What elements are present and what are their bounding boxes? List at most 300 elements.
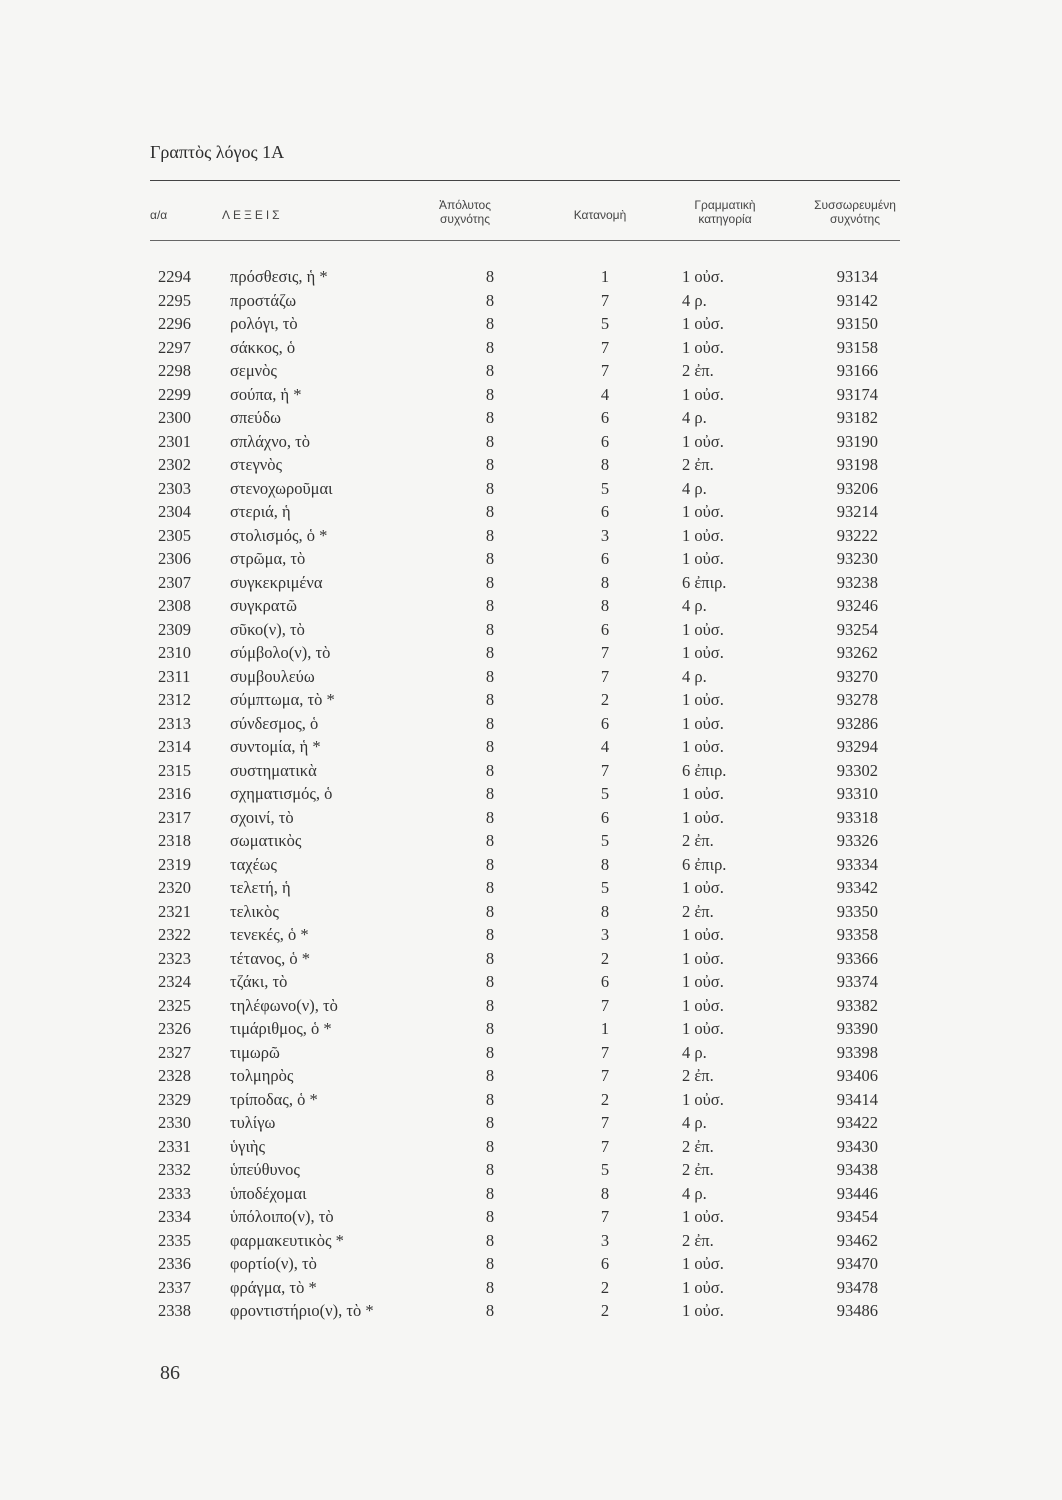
- distribution-cell: 7: [600, 1042, 610, 1062]
- absolute-frequency-cell: 8: [485, 784, 495, 803]
- grammar-category-cell: 1 οὐσ.: [682, 525, 724, 545]
- absolute-frequency-cell: 8: [485, 713, 495, 733]
- grammar-category-cell: 1 οὐσ.: [682, 737, 724, 756]
- cumulative-frequency-cell: 93302: [836, 760, 878, 780]
- distribution-cell: 6: [600, 807, 610, 827]
- word-cell: ὑπεύθυνος: [230, 1160, 300, 1179]
- row-number-cell: 2321: [158, 901, 191, 921]
- word-cell: ὑγιὴς: [230, 1136, 266, 1156]
- word-cell: τελετή, ἡ: [230, 878, 291, 897]
- distribution-cell: 7: [600, 666, 610, 686]
- absolute-frequency-cell: 8: [485, 361, 495, 380]
- word-cell: τρίποδας, ὁ *: [230, 1089, 318, 1109]
- absolute-frequency-cell: 8: [485, 1136, 495, 1156]
- table-row: [0, 970, 1062, 994]
- cumulative-frequency-cell: 93182: [836, 408, 878, 427]
- table-row: [0, 1041, 1062, 1065]
- absolute-frequency-cell: 8: [485, 760, 495, 780]
- cumulative-frequency-cell: 93190: [836, 431, 878, 451]
- word-cell: σωματικὸς: [230, 831, 302, 850]
- grammar-category-cell: 1 οὐσ.: [682, 337, 724, 357]
- row-number-cell: 2297: [158, 337, 191, 357]
- grammar-category-cell: 4 ρ.: [682, 408, 707, 427]
- word-cell: ὑποδέχομαι: [230, 1183, 307, 1203]
- cumulative-frequency-cell: 93318: [836, 807, 878, 827]
- table-row: [0, 1252, 1062, 1276]
- cumulative-frequency-cell: 93406: [836, 1066, 878, 1085]
- row-number-cell: 2319: [158, 854, 191, 874]
- table-row: [0, 900, 1062, 924]
- absolute-frequency-cell: 8: [485, 690, 495, 709]
- absolute-frequency-cell: 8: [485, 290, 495, 310]
- grammar-category-cell: 1 οὐσ.: [682, 1254, 724, 1273]
- distribution-cell: 7: [600, 1207, 610, 1226]
- row-number-cell: 2329: [158, 1089, 191, 1109]
- table-row: [0, 665, 1062, 689]
- distribution-cell: 2: [600, 690, 610, 709]
- table-row: [0, 1158, 1062, 1182]
- word-cell: φροντιστήριο(ν), τὸ *: [230, 1301, 374, 1320]
- distribution-cell: 6: [600, 972, 610, 991]
- grammar-category-cell: 4 ρ.: [682, 290, 707, 310]
- distribution-cell: 5: [600, 1160, 610, 1179]
- grammar-category-cell: 1 οὐσ.: [682, 431, 724, 451]
- distribution-cell: 2: [600, 948, 610, 968]
- absolute-frequency-cell: 8: [485, 1019, 495, 1038]
- word-cell: φορτίο(ν), τὸ: [230, 1254, 317, 1273]
- distribution-cell: 6: [600, 713, 610, 733]
- row-number-cell: 2305: [158, 525, 191, 545]
- page-number: 86: [160, 1362, 180, 1384]
- distribution-cell: 5: [600, 478, 610, 498]
- table-row: [0, 359, 1062, 383]
- cumulative-frequency-cell: 93414: [836, 1089, 878, 1109]
- table-row: [0, 406, 1062, 430]
- table-row: [0, 336, 1062, 360]
- absolute-frequency-cell: 8: [485, 455, 495, 474]
- table-row: [0, 1205, 1062, 1229]
- table-row: [0, 1299, 1062, 1323]
- word-cell: φαρμακευτικὸς *: [230, 1230, 344, 1250]
- grammar-category-cell: 4 ρ.: [682, 666, 707, 686]
- cumulative-frequency-cell: 93278: [836, 690, 878, 709]
- absolute-frequency-cell: 8: [485, 1254, 495, 1273]
- cumulative-frequency-cell: 93246: [836, 596, 878, 615]
- column-header-absolute-line2: συχνότης: [440, 212, 490, 226]
- table-row: [0, 430, 1062, 454]
- column-header-aa: α/α: [150, 208, 168, 222]
- row-number-cell: 2327: [158, 1042, 191, 1062]
- word-cell: τέτανος, ὁ *: [230, 948, 310, 968]
- grammar-category-cell: 1 οὐσ.: [682, 1277, 724, 1297]
- header-rule-bottom: [150, 240, 900, 241]
- cumulative-frequency-cell: 93326: [836, 831, 878, 850]
- row-number-cell: 2316: [158, 784, 191, 803]
- word-cell: στολισμός, ὁ *: [230, 525, 328, 545]
- cumulative-frequency-cell: 93174: [836, 384, 878, 404]
- column-header-cumulative-line2: συχνότης: [830, 212, 880, 226]
- absolute-frequency-cell: 8: [485, 854, 495, 874]
- distribution-cell: 6: [600, 619, 610, 639]
- table-row: [0, 923, 1062, 947]
- table-row: [0, 383, 1062, 407]
- distribution-cell: 5: [600, 831, 610, 850]
- word-cell: τολμηρὸς: [230, 1066, 294, 1085]
- row-number-cell: 2330: [158, 1113, 191, 1132]
- distribution-cell: 6: [600, 549, 610, 568]
- word-cell: σχηματισμός, ὁ: [230, 784, 333, 803]
- row-number-cell: 2325: [158, 995, 191, 1015]
- absolute-frequency-cell: 8: [485, 878, 495, 897]
- row-number-cell: 2337: [158, 1277, 191, 1297]
- distribution-cell: 6: [600, 502, 610, 521]
- cumulative-frequency-cell: 93134: [836, 267, 878, 286]
- grammar-category-cell: 1 οὐσ.: [682, 878, 724, 897]
- grammar-category-cell: 1 οὐσ.: [682, 502, 724, 521]
- grammar-category-cell: 1 οὐσ.: [682, 925, 724, 944]
- word-cell: συγκεκριμένα: [230, 572, 323, 592]
- distribution-cell: 7: [600, 1066, 610, 1085]
- frequency-table: [0, 265, 1062, 1323]
- grammar-category-cell: 1 οὐσ.: [682, 713, 724, 733]
- distribution-cell: 8: [600, 854, 610, 874]
- cumulative-frequency-cell: 93350: [836, 901, 878, 921]
- cumulative-frequency-cell: 93358: [836, 925, 878, 944]
- absolute-frequency-cell: 8: [485, 1301, 495, 1320]
- row-number-cell: 2306: [158, 549, 191, 568]
- cumulative-frequency-cell: 93166: [836, 361, 878, 380]
- cumulative-frequency-cell: 93222: [836, 525, 878, 545]
- row-number-cell: 2315: [158, 760, 191, 780]
- word-cell: συγκρατῶ: [230, 596, 298, 615]
- grammar-category-cell: 1 οὐσ.: [682, 948, 724, 968]
- cumulative-frequency-cell: 93150: [836, 314, 878, 333]
- word-cell: τελικὸς: [230, 901, 279, 921]
- column-header-grammar-line1: Γραμματικὴ: [694, 198, 756, 212]
- word-cell: σπεύδω: [230, 408, 281, 427]
- distribution-cell: 6: [600, 431, 610, 451]
- column-header-absolute-line1: Ἀπόλυτος: [438, 198, 492, 212]
- grammar-category-cell: 6 ἐπιρ.: [682, 854, 727, 874]
- table-row: [0, 477, 1062, 501]
- table-row: [0, 1088, 1062, 1112]
- word-cell: σάκκος, ὁ: [230, 337, 296, 357]
- word-cell: στενοχωροῦμαι: [230, 478, 333, 498]
- table-row: [0, 1276, 1062, 1300]
- row-number-cell: 2332: [158, 1160, 191, 1179]
- absolute-frequency-cell: 8: [485, 337, 495, 357]
- grammar-category-cell: 6 ἐπιρ.: [682, 572, 727, 592]
- grammar-category-cell: 1 οὐσ.: [682, 314, 724, 333]
- distribution-cell: 7: [600, 337, 610, 357]
- distribution-cell: 7: [600, 643, 610, 662]
- grammar-category-cell: 1 οὐσ.: [682, 619, 724, 639]
- row-number-cell: 2302: [158, 455, 191, 474]
- absolute-frequency-cell: 8: [485, 478, 495, 498]
- absolute-frequency-cell: 8: [485, 502, 495, 521]
- word-cell: σχοινί, τὸ: [230, 807, 294, 827]
- distribution-cell: 6: [600, 1254, 610, 1273]
- absolute-frequency-cell: 8: [485, 972, 495, 991]
- word-cell: σύμβολο(ν), τὸ: [230, 643, 331, 662]
- cumulative-frequency-cell: 93390: [836, 1019, 878, 1038]
- distribution-cell: 5: [600, 878, 610, 897]
- row-number-cell: 2300: [158, 408, 191, 427]
- grammar-category-cell: 1 οὐσ.: [682, 784, 724, 803]
- cumulative-frequency-cell: 93366: [836, 948, 878, 968]
- grammar-category-cell: 2 ἐπ.: [682, 1160, 714, 1179]
- absolute-frequency-cell: 8: [485, 901, 495, 921]
- absolute-frequency-cell: 8: [485, 995, 495, 1015]
- distribution-cell: 8: [600, 1183, 610, 1203]
- distribution-cell: 8: [600, 455, 610, 474]
- cumulative-frequency-cell: 93206: [836, 478, 878, 498]
- cumulative-frequency-cell: 93470: [836, 1254, 878, 1273]
- absolute-frequency-cell: 8: [485, 596, 495, 615]
- distribution-cell: 4: [600, 384, 610, 404]
- cumulative-frequency-cell: 93158: [836, 337, 878, 357]
- cumulative-frequency-cell: 93262: [836, 643, 878, 662]
- absolute-frequency-cell: 8: [485, 267, 495, 286]
- table-row: [0, 312, 1062, 336]
- word-cell: στεριά, ἡ: [230, 502, 291, 521]
- cumulative-frequency-cell: 93382: [836, 995, 878, 1015]
- row-number-cell: 2295: [158, 290, 191, 310]
- absolute-frequency-cell: 8: [485, 314, 495, 333]
- absolute-frequency-cell: 8: [485, 1160, 495, 1179]
- column-header-cumulative-frequency: [790, 198, 920, 226]
- distribution-cell: 1: [600, 1019, 610, 1038]
- table-row: [0, 1182, 1062, 1206]
- grammar-category-cell: 4 ρ.: [682, 478, 707, 498]
- distribution-cell: 7: [600, 995, 610, 1015]
- row-number-cell: 2311: [158, 666, 191, 686]
- row-number-cell: 2299: [158, 384, 191, 404]
- table-row: [0, 806, 1062, 830]
- row-number-cell: 2307: [158, 572, 191, 592]
- cumulative-frequency-cell: 93334: [836, 854, 878, 874]
- table-row: [0, 782, 1062, 806]
- absolute-frequency-cell: 8: [485, 831, 495, 850]
- row-number-cell: 2294: [158, 267, 191, 286]
- distribution-cell: 6: [600, 408, 610, 427]
- cumulative-frequency-cell: 93398: [836, 1042, 878, 1062]
- grammar-category-cell: 2 ἐπ.: [682, 901, 714, 921]
- row-number-cell: 2326: [158, 1019, 191, 1038]
- cumulative-frequency-cell: 93230: [836, 549, 878, 568]
- table-row: [0, 1229, 1062, 1253]
- word-cell: τενεκές, ὁ *: [230, 925, 309, 944]
- absolute-frequency-cell: 8: [485, 1183, 495, 1203]
- table-row: [0, 289, 1062, 313]
- table-row: [0, 500, 1062, 524]
- row-number-cell: 2304: [158, 502, 191, 521]
- cumulative-frequency-cell: 93294: [836, 737, 878, 756]
- distribution-cell: 2: [600, 1277, 610, 1297]
- word-cell: συντομία, ἡ *: [230, 737, 321, 756]
- word-cell: συμβουλεύω: [230, 666, 315, 686]
- absolute-frequency-cell: 8: [485, 925, 495, 944]
- grammar-category-cell: 2 ἐπ.: [682, 1066, 714, 1085]
- cumulative-frequency-cell: 93454: [836, 1207, 878, 1226]
- table-row: [0, 829, 1062, 853]
- word-cell: συστηματικὰ: [230, 760, 317, 780]
- column-header-absolute-frequency: [405, 198, 525, 226]
- absolute-frequency-cell: 8: [485, 807, 495, 827]
- row-number-cell: 2331: [158, 1136, 191, 1156]
- cumulative-frequency-cell: 93342: [836, 878, 878, 897]
- distribution-cell: 5: [600, 314, 610, 333]
- table-row: [0, 524, 1062, 548]
- grammar-category-cell: 1 οὐσ.: [682, 1089, 724, 1109]
- table-row: [0, 947, 1062, 971]
- row-number-cell: 2333: [158, 1183, 191, 1203]
- table-row: [0, 641, 1062, 665]
- grammar-category-cell: 2 ἐπ.: [682, 1230, 714, 1250]
- word-cell: τζάκι, τὸ: [230, 972, 288, 991]
- absolute-frequency-cell: 8: [485, 1066, 495, 1085]
- table-row: [0, 688, 1062, 712]
- row-number-cell: 2338: [158, 1301, 191, 1320]
- word-cell: τιμάριθμος, ὁ *: [230, 1019, 332, 1038]
- grammar-category-cell: 1 οὐσ.: [682, 1019, 724, 1038]
- absolute-frequency-cell: 8: [485, 525, 495, 545]
- word-cell: στεγνὸς: [230, 455, 282, 474]
- distribution-cell: 8: [600, 596, 610, 615]
- grammar-category-cell: 4 ρ.: [682, 1183, 707, 1203]
- distribution-cell: 2: [600, 1089, 610, 1109]
- cumulative-frequency-cell: 93430: [836, 1136, 878, 1156]
- cumulative-frequency-cell: 93286: [836, 713, 878, 733]
- cumulative-frequency-cell: 93198: [836, 455, 878, 474]
- word-cell: στρῶμα, τὸ: [230, 549, 306, 568]
- table-row: [0, 453, 1062, 477]
- distribution-cell: 2: [600, 1301, 610, 1320]
- table-row: [0, 876, 1062, 900]
- word-cell: ρολόγι, τὸ: [230, 314, 298, 333]
- distribution-cell: 1: [600, 267, 610, 286]
- cumulative-frequency-cell: 93270: [836, 666, 878, 686]
- word-cell: σεμνὸς: [230, 361, 277, 380]
- cumulative-frequency-cell: 93446: [836, 1183, 878, 1203]
- distribution-cell: 8: [600, 901, 610, 921]
- table-row: [0, 853, 1062, 877]
- distribution-cell: 7: [600, 1113, 610, 1132]
- word-cell: ταχέως: [230, 854, 277, 874]
- header-rule-top: [150, 180, 900, 181]
- distribution-cell: 3: [600, 1230, 610, 1250]
- table-row: [0, 1111, 1062, 1135]
- absolute-frequency-cell: 8: [485, 408, 495, 427]
- absolute-frequency-cell: 8: [485, 666, 495, 686]
- table-row: [0, 1064, 1062, 1088]
- distribution-cell: 7: [600, 760, 610, 780]
- row-number-cell: 2296: [158, 314, 191, 333]
- distribution-cell: 3: [600, 525, 610, 545]
- table-row: [0, 735, 1062, 759]
- table-row: [0, 265, 1062, 289]
- row-number-cell: 2335: [158, 1230, 191, 1250]
- column-header-grammar-category: [655, 198, 795, 226]
- absolute-frequency-cell: 8: [485, 431, 495, 451]
- distribution-cell: 7: [600, 361, 610, 380]
- cumulative-frequency-cell: 93310: [836, 784, 878, 803]
- row-number-cell: 2336: [158, 1254, 191, 1273]
- absolute-frequency-cell: 8: [485, 384, 495, 404]
- row-number-cell: 2310: [158, 643, 191, 662]
- absolute-frequency-cell: 8: [485, 572, 495, 592]
- row-number-cell: 2312: [158, 690, 191, 709]
- row-number-cell: 2313: [158, 713, 191, 733]
- grammar-category-cell: 1 οὐσ.: [682, 995, 724, 1015]
- absolute-frequency-cell: 8: [485, 737, 495, 756]
- word-cell: τηλέφωνο(ν), τὸ: [230, 995, 338, 1015]
- word-cell: σούπα, ἡ *: [230, 384, 302, 404]
- column-header-distribution: Κατανομὴ: [573, 208, 627, 222]
- distribution-cell: 3: [600, 925, 610, 944]
- word-cell: πρόσθεσις, ἡ *: [230, 267, 328, 286]
- row-number-cell: 2314: [158, 737, 191, 756]
- cumulative-frequency-cell: 93462: [836, 1230, 878, 1250]
- grammar-category-cell: 2 ἐπ.: [682, 455, 714, 474]
- distribution-cell: 8: [600, 572, 610, 592]
- cumulative-frequency-cell: 93238: [836, 572, 878, 592]
- grammar-category-cell: 2 ἐπ.: [682, 1136, 714, 1156]
- word-cell: ὑπόλοιπο(ν), τὸ: [230, 1207, 334, 1226]
- grammar-category-cell: 4 ρ.: [682, 596, 707, 615]
- absolute-frequency-cell: 8: [485, 549, 495, 568]
- table-row: [0, 547, 1062, 571]
- page-header: Γραπτὸς λόγος 1Α: [150, 142, 285, 162]
- grammar-category-cell: 1 οὐσ.: [682, 384, 724, 404]
- grammar-category-cell: 1 οὐσ.: [682, 1301, 724, 1320]
- cumulative-frequency-cell: 93374: [836, 972, 878, 991]
- cumulative-frequency-cell: 93438: [836, 1160, 878, 1179]
- word-cell: τυλίγω: [230, 1113, 276, 1132]
- absolute-frequency-cell: 8: [485, 948, 495, 968]
- grammar-category-cell: 1 οὐσ.: [682, 690, 724, 709]
- column-header-cumulative-line1: Συσσωρευμένη: [814, 198, 896, 212]
- absolute-frequency-cell: 8: [485, 643, 495, 662]
- absolute-frequency-cell: 8: [485, 1207, 495, 1226]
- word-cell: τιμωρῶ: [230, 1042, 280, 1062]
- table-row: [0, 618, 1062, 642]
- absolute-frequency-cell: 8: [485, 1277, 495, 1297]
- absolute-frequency-cell: 8: [485, 619, 495, 639]
- row-number-cell: 2328: [158, 1066, 191, 1085]
- word-cell: σπλάχνο, τὸ: [230, 431, 311, 451]
- table-row: [0, 1017, 1062, 1041]
- absolute-frequency-cell: 8: [485, 1089, 495, 1109]
- grammar-category-cell: 1 οὐσ.: [682, 643, 724, 662]
- grammar-category-cell: 1 οὐσ.: [682, 267, 724, 286]
- row-number-cell: 2322: [158, 925, 191, 944]
- absolute-frequency-cell: 8: [485, 1113, 495, 1132]
- cumulative-frequency-cell: 93478: [836, 1277, 878, 1297]
- column-header-words: ΛΕΞΕΙΣ: [222, 208, 283, 222]
- table-row: [0, 712, 1062, 736]
- grammar-category-cell: 1 οὐσ.: [682, 972, 724, 991]
- cumulative-frequency-cell: 93422: [836, 1113, 878, 1132]
- table-row: [0, 1135, 1062, 1159]
- row-number-cell: 2324: [158, 972, 191, 991]
- column-header-grammar-line2: κατηγορία: [698, 212, 752, 226]
- grammar-category-cell: 2 ἐπ.: [682, 361, 714, 380]
- grammar-category-cell: 4 ρ.: [682, 1113, 707, 1132]
- grammar-category-cell: 1 οὐσ.: [682, 1207, 724, 1226]
- cumulative-frequency-cell: 93486: [836, 1301, 878, 1320]
- grammar-category-cell: 2 ἐπ.: [682, 831, 714, 850]
